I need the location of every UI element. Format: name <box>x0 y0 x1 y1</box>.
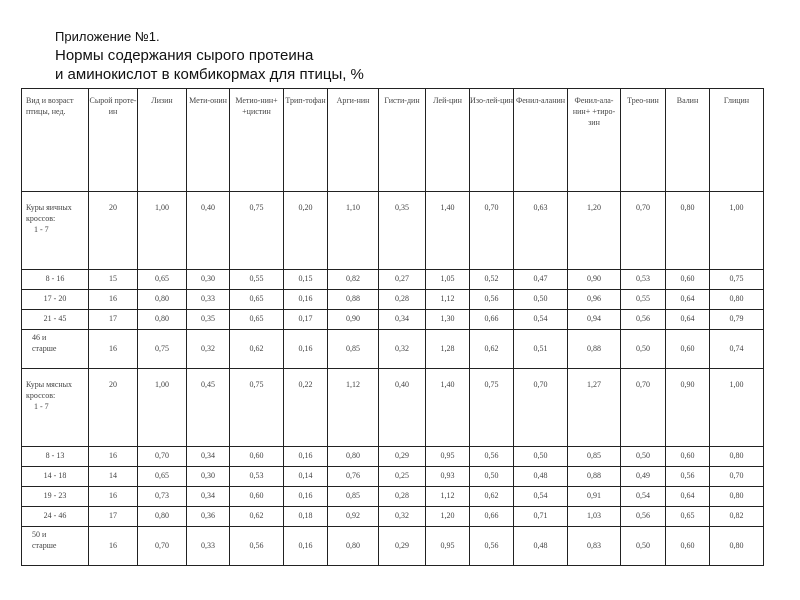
table-cell: 0,56 <box>666 467 710 487</box>
table-cell: 0,80 <box>710 527 764 566</box>
table-cell: 0,60 <box>666 270 710 290</box>
table-cell: 0,50 <box>621 447 666 467</box>
table-cell: 1,12 <box>426 290 470 310</box>
table-cell: 1,20 <box>426 507 470 527</box>
table-cell: 16 <box>89 527 138 566</box>
table-cell: 0,30 <box>187 270 230 290</box>
table-cell: 0,33 <box>187 527 230 566</box>
table-header-row <box>22 89 764 192</box>
row-label <box>22 487 89 507</box>
table-cell: 0,16 <box>284 487 328 507</box>
table-cell: 0,82 <box>328 270 379 290</box>
row-label-line: 17 - 20 <box>43 294 67 303</box>
table-cell: 1,10 <box>328 192 379 270</box>
table-cell: 0,29 <box>379 447 426 467</box>
table-row <box>22 310 764 330</box>
row-label <box>22 330 89 369</box>
table-cell: 0,85 <box>568 447 621 467</box>
table-cell: 0,52 <box>470 270 514 290</box>
table-cell: 0,16 <box>284 330 328 369</box>
table-cell: 0,94 <box>568 310 621 330</box>
table-cell: 0,80 <box>138 507 187 527</box>
column-header: Изо-лей-цин <box>470 89 514 192</box>
table-cell: 0,88 <box>568 467 621 487</box>
row-label <box>22 290 89 310</box>
row-label <box>22 192 89 270</box>
column-header: Фенил-ала-нин+ +тиро-зин <box>568 89 621 192</box>
table-cell: 16 <box>89 290 138 310</box>
table-cell: 0,65 <box>138 270 187 290</box>
table-cell: 0,54 <box>514 487 568 507</box>
table-cell: 0,75 <box>138 330 187 369</box>
table-cell: 0,62 <box>470 330 514 369</box>
table-cell: 0,56 <box>470 290 514 310</box>
table-cell: 0,48 <box>514 527 568 566</box>
row-label-line: 21 - 45 <box>43 314 67 323</box>
table-row <box>22 527 764 566</box>
table-cell: 0,74 <box>710 330 764 369</box>
table-cell: 0,60 <box>230 487 284 507</box>
table-cell: 15 <box>89 270 138 290</box>
table-cell: 0,34 <box>187 487 230 507</box>
table-cell: 0,80 <box>666 192 710 270</box>
row-label-line: 19 - 23 <box>43 491 67 500</box>
row-label-line: 14 - 18 <box>43 471 67 480</box>
table-row <box>22 290 764 310</box>
table-cell: 0,35 <box>379 192 426 270</box>
title-line-2: Нормы содержания сырого протеина <box>55 47 314 64</box>
table-cell: 0,96 <box>568 290 621 310</box>
table-cell: 0,53 <box>230 467 284 487</box>
table-cell: 0,32 <box>187 330 230 369</box>
column-header: Лизин <box>138 89 187 192</box>
row-label <box>22 507 89 527</box>
appendix-label: Приложение №1. <box>55 29 160 44</box>
row-label-line: 8 - 13 <box>45 451 65 460</box>
column-header: Арги-нин <box>328 89 379 192</box>
table-cell: 1,28 <box>426 330 470 369</box>
table-cell: 0,95 <box>426 527 470 566</box>
table-cell: 0,28 <box>379 290 426 310</box>
table-row <box>22 270 764 290</box>
table-cell: 0,70 <box>621 192 666 270</box>
table-cell: 1,40 <box>426 369 470 447</box>
column-header: Мети-онин <box>187 89 230 192</box>
table-cell: 0,14 <box>284 467 328 487</box>
table-cell: 0,92 <box>328 507 379 527</box>
table-cell: 0,60 <box>230 447 284 467</box>
table-cell: 0,64 <box>666 487 710 507</box>
table-cell: 0,16 <box>284 290 328 310</box>
row-label <box>22 447 89 467</box>
table-cell: 0,66 <box>470 310 514 330</box>
table-cell: 0,54 <box>514 310 568 330</box>
column-header: Сырой проте-ин <box>89 89 138 192</box>
table-cell: 0,80 <box>328 527 379 566</box>
table-cell: 0,80 <box>710 290 764 310</box>
table-cell: 0,80 <box>138 290 187 310</box>
row-label-line: кроссов: <box>26 391 56 400</box>
table-cell: 0,64 <box>666 290 710 310</box>
table-cell: 0,70 <box>621 369 666 447</box>
nutrient-norms-table <box>21 88 764 566</box>
table-cell: 0,35 <box>187 310 230 330</box>
table-cell: 0,93 <box>426 467 470 487</box>
table-cell: 14 <box>89 467 138 487</box>
table-cell: 1,00 <box>138 369 187 447</box>
table-cell: 0,30 <box>187 467 230 487</box>
row-label-line: 46 и <box>32 333 47 342</box>
table-cell: 0,65 <box>230 290 284 310</box>
table-cell: 1,30 <box>426 310 470 330</box>
table-cell: 0,48 <box>514 467 568 487</box>
table-cell: 0,22 <box>284 369 328 447</box>
table-cell: 0,34 <box>379 310 426 330</box>
table-cell: 0,51 <box>514 330 568 369</box>
table-cell: 0,20 <box>284 192 328 270</box>
table-cell: 0,60 <box>666 330 710 369</box>
column-header: Гисти-дин <box>379 89 426 192</box>
table-cell: 1,03 <box>568 507 621 527</box>
table-row <box>22 487 764 507</box>
row-label <box>22 467 89 487</box>
table-cell: 0,56 <box>470 527 514 566</box>
table-cell: 0,75 <box>230 192 284 270</box>
table-cell: 0,49 <box>621 467 666 487</box>
table-cell: 0,75 <box>230 369 284 447</box>
row-label <box>22 270 89 290</box>
column-header: Валин <box>666 89 710 192</box>
table-row <box>22 369 764 447</box>
table-cell: 0,50 <box>514 447 568 467</box>
table-cell: 16 <box>89 330 138 369</box>
table-cell: 0,36 <box>187 507 230 527</box>
column-header: Метио-нин+ +цистин <box>230 89 284 192</box>
row-label-line: 1 - 7 <box>34 225 49 234</box>
table-cell: 1,12 <box>426 487 470 507</box>
table-cell: 0,50 <box>621 330 666 369</box>
row-label-line: 50 и <box>32 530 47 539</box>
row-label-line: 24 - 46 <box>43 511 67 520</box>
table-cell: 0,40 <box>187 192 230 270</box>
table-cell: 0,27 <box>379 270 426 290</box>
table-cell: 0,70 <box>710 467 764 487</box>
table-cell: 0,88 <box>328 290 379 310</box>
table-cell: 0,16 <box>284 527 328 566</box>
table-cell: 0,28 <box>379 487 426 507</box>
table-cell: 0,70 <box>470 192 514 270</box>
table-cell: 0,47 <box>514 270 568 290</box>
table-cell: 0,80 <box>138 310 187 330</box>
table-row <box>22 467 764 487</box>
table-cell: 0,79 <box>710 310 764 330</box>
table-cell: 17 <box>89 507 138 527</box>
table-cell: 0,18 <box>284 507 328 527</box>
table-row <box>22 192 764 270</box>
table-cell: 0,62 <box>230 507 284 527</box>
row-label <box>22 369 89 447</box>
table-cell: 0,40 <box>379 369 426 447</box>
table-cell: 0,75 <box>710 270 764 290</box>
table-cell: 0,56 <box>230 527 284 566</box>
table-cell: 1,27 <box>568 369 621 447</box>
column-header: Лей-цин <box>426 89 470 192</box>
table-cell: 0,85 <box>328 487 379 507</box>
table-cell: 0,76 <box>328 467 379 487</box>
table-cell: 1,20 <box>568 192 621 270</box>
table-cell: 0,25 <box>379 467 426 487</box>
table-cell: 0,54 <box>621 487 666 507</box>
title-line-3: и аминокислот в комбикормах для птицы, % <box>55 66 364 83</box>
table-cell: 0,80 <box>710 487 764 507</box>
column-header: Глицин <box>710 89 764 192</box>
table-cell: 0,32 <box>379 330 426 369</box>
table-cell: 0,90 <box>328 310 379 330</box>
table-cell: 0,64 <box>666 310 710 330</box>
table-cell: 0,60 <box>666 527 710 566</box>
table-cell: 0,29 <box>379 527 426 566</box>
row-label-line: 8 - 16 <box>45 274 65 283</box>
table-cell: 0,71 <box>514 507 568 527</box>
row-label <box>22 527 89 566</box>
table-cell: 0,80 <box>328 447 379 467</box>
column-header: Трип-тофан <box>284 89 328 192</box>
table-row <box>22 507 764 527</box>
table-cell: 0,90 <box>568 270 621 290</box>
table-cell: 0,90 <box>666 369 710 447</box>
table-cell: 0,88 <box>568 330 621 369</box>
column-header: Фенил-аланин <box>514 89 568 192</box>
table-cell: 0,50 <box>470 467 514 487</box>
table-cell: 0,60 <box>666 447 710 467</box>
row-label-line: старше <box>32 344 57 353</box>
table-cell: 0,32 <box>379 507 426 527</box>
table-cell: 0,33 <box>187 290 230 310</box>
table-cell: 1,00 <box>710 369 764 447</box>
table-cell: 0,50 <box>514 290 568 310</box>
table-cell: 0,56 <box>470 447 514 467</box>
row-label-line: кроссов: <box>26 214 56 223</box>
table-cell: 0,62 <box>230 330 284 369</box>
table-cell: 0,95 <box>426 447 470 467</box>
table-cell: 20 <box>89 369 138 447</box>
table-cell: 1,00 <box>138 192 187 270</box>
table-cell: 0,55 <box>230 270 284 290</box>
table-cell: 1,12 <box>328 369 379 447</box>
table-cell: 20 <box>89 192 138 270</box>
table-cell: 0,65 <box>230 310 284 330</box>
row-label-line: Куры мясных <box>26 380 73 389</box>
table-cell: 1,00 <box>710 192 764 270</box>
table-cell: 16 <box>89 447 138 467</box>
table-cell: 1,40 <box>426 192 470 270</box>
table-row <box>22 330 764 369</box>
table-cell: 0,56 <box>621 310 666 330</box>
column-header: Трео-нин <box>621 89 666 192</box>
table-cell: 0,56 <box>621 507 666 527</box>
table-cell: 1,05 <box>426 270 470 290</box>
table-cell: 16 <box>89 487 138 507</box>
table-cell: 0,85 <box>328 330 379 369</box>
table-cell: 0,62 <box>470 487 514 507</box>
row-label <box>22 310 89 330</box>
table-cell: 0,17 <box>284 310 328 330</box>
table-cell: 0,80 <box>710 447 764 467</box>
row-label-line: 1 - 7 <box>34 402 49 411</box>
table-cell: 0,65 <box>666 507 710 527</box>
table-cell: 0,15 <box>284 270 328 290</box>
table-cell: 0,53 <box>621 270 666 290</box>
table-cell: 0,70 <box>138 527 187 566</box>
table-cell: 0,34 <box>187 447 230 467</box>
row-label-line: Куры яичных <box>26 203 72 212</box>
table-row <box>22 447 764 467</box>
table-cell: 0,70 <box>514 369 568 447</box>
table-cell: 0,50 <box>621 527 666 566</box>
row-label-line: старше <box>32 541 57 550</box>
table-cell: 0,91 <box>568 487 621 507</box>
table-cell: 0,45 <box>187 369 230 447</box>
table-cell: 0,73 <box>138 487 187 507</box>
table-cell: 0,16 <box>284 447 328 467</box>
table-cell: 0,82 <box>710 507 764 527</box>
column-header-bird-age: Вид и возраст птицы, нед. <box>22 89 89 192</box>
table-cell: 0,66 <box>470 507 514 527</box>
table-cell: 0,83 <box>568 527 621 566</box>
table-cell: 0,63 <box>514 192 568 270</box>
table-cell: 0,75 <box>470 369 514 447</box>
table-cell: 0,65 <box>138 467 187 487</box>
table-cell: 17 <box>89 310 138 330</box>
table-cell: 0,70 <box>138 447 187 467</box>
table-cell: 0,55 <box>621 290 666 310</box>
document-title <box>55 28 364 84</box>
